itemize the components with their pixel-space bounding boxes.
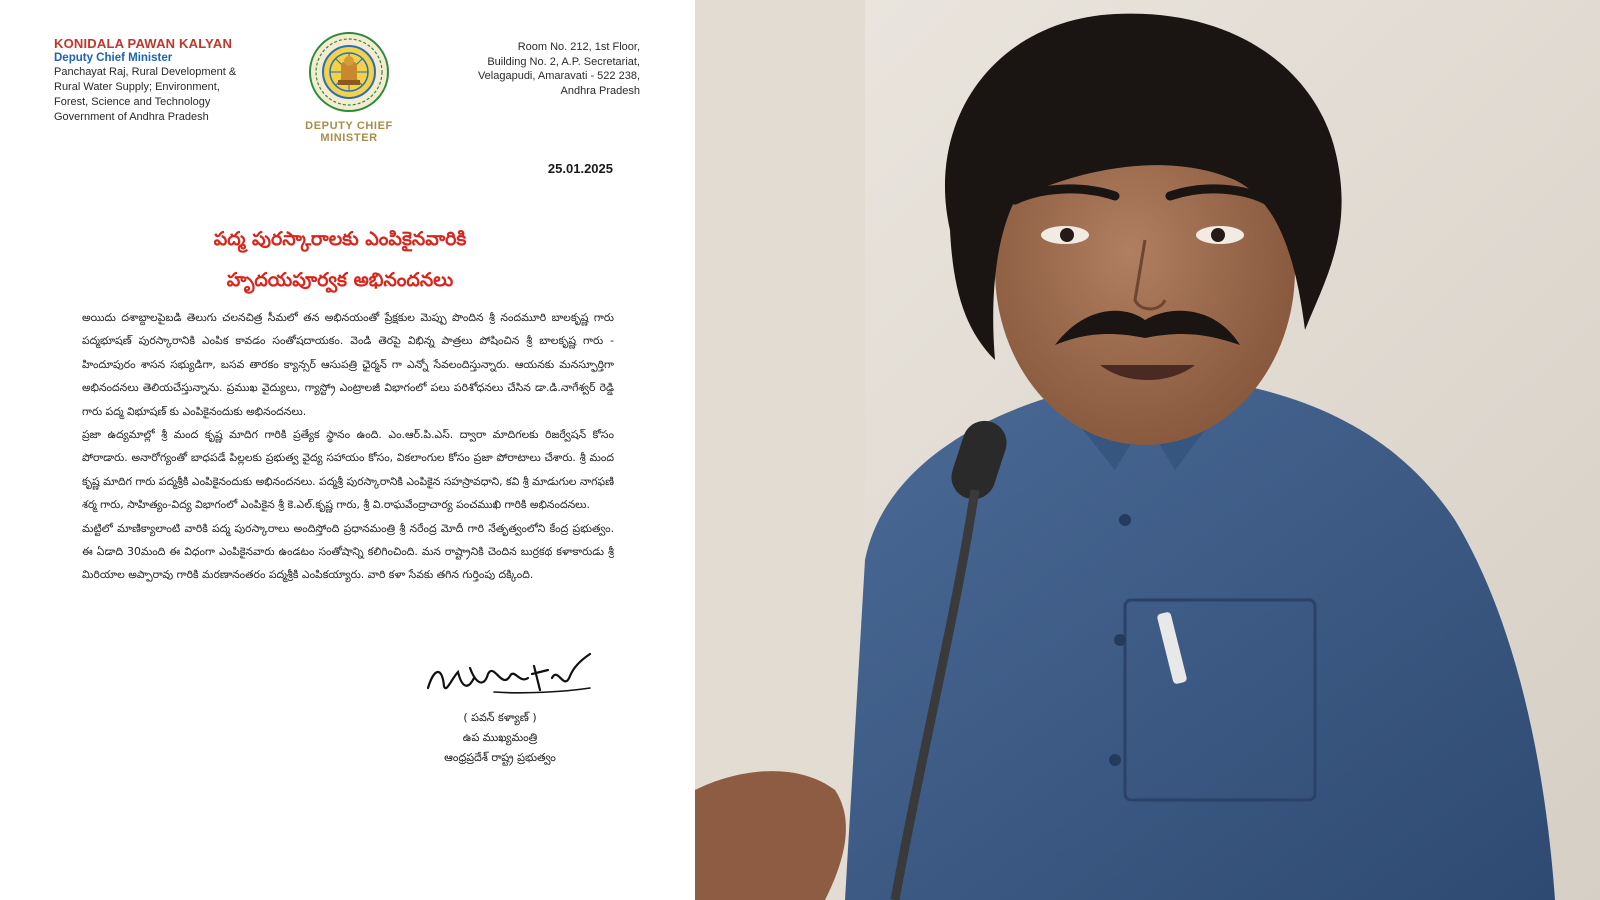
heading-line-1: పద్మ పురస్కారాలకు ఎంపికైనవారికి <box>213 228 467 250</box>
signatory-government: ఆంధ్రప్రదేశ్ రాష్ట్ర ప్రభుత్వం <box>444 751 556 764</box>
signature <box>424 648 594 708</box>
speaker-photo <box>695 0 1600 900</box>
signatory-name: ( పవన్ కళ్యాణ్ ) <box>463 711 537 724</box>
body-paragraph: ప్రజా ఉద్యమాల్లో శ్రీ మంద కృష్ణ మాదిగ గారికి ప్రత్యేక స్థానం ఉంది. ఎం.ఆర్.పి.ఎస్. ద్వారా మాదిగలకు రిజర్వేషన్ కోసం పోరాడారు. అనారోగ్యంతో బాధపడే పిల్లలకు ప్రభుత్వ వైద్య సహాయం కోసం, వికలాంగుల కోసం ప్రజా పోరాటాలు చేశారు. శ్రీ మంద కృష్ణ మాదిగ గారు పద్మశ్రీకి ఎంపికైనందుకు అభినందనలు. పద్మశ్రీ పురస్కారానికి ఎంపికైన సహస్రావధాని, కవి శ్రీ మాడుగుల నాగఫణి శర్మ గారు, సాహిత్యం-విద్య విభాగంలో ఎంపికైన శ్రీ కె.ఎల్.కృష్ణ గారు, శ్రీ వి.రాఘవేంద్రాచార్య పంచముఖి గారికి అభినందనలు. <box>82 428 614 512</box>
body-paragraph: అయిదు దశాబ్దాలపైబడి తెలుగు చలనచిత్ర సీమలో తన అభినయంతో ప్రేక్షకుల మెప్పు పొందిన శ్రీ నందమూరి బాలకృష్ణ గారు పద్మభూషణ్ పురస్కారానికి ఎంపిక కావడం సంతోషదాయకం. వెండి తెరపై విభిన్న పాత్రలు పోషించిన శ్రీ బాలకృష్ణ గారు - హిందూపురం శాసన సభ్యుడిగా, బసవ తారకం క్యాన్సర్ ఆసుపత్రి ఛైర్మన్ గా ఎన్నో సేవలందిస్తున్నారు. ఆయనకు మనస్ఫూర్తిగా అభినందనలు తెలియచేస్తున్నాను. ప్రముఖ వైద్యులు, గ్యాస్ట్రో ఎంట్రాలజీ విభాగంలో పలు పరిశోధనలు చేసిన డా.డి.నాగేశ్వర్ రెడ్డి గారు పద్మ విభూషణ్ కు ఎంపికైనందుకు అభినందనలు. <box>82 311 614 418</box>
sender-department: Panchayat Raj, Rural Development & Rural Water Supply; Environment, Forest, Science and Technology Government of Andhra Pradesh <box>54 66 237 123</box>
handwritten-signature-icon <box>424 648 594 704</box>
letter-date: 25.01.2025 <box>547 161 613 176</box>
letter-body <box>82 306 614 587</box>
sender-title: Deputy Chief Minister <box>54 52 173 64</box>
andhra-pradesh-emblem-icon <box>308 28 390 116</box>
office-address: Room No. 212, 1st Floor, Building No. 2, A.P. Secretariat, Velagapudi, Amaravati - 522 238, Andhra Pradesh <box>477 41 640 97</box>
sender-block <box>54 36 269 125</box>
signatory-block <box>400 708 600 768</box>
press-release-letter <box>0 0 695 900</box>
body-paragraph: మట్టిలో మాణిక్యాలాంటి వారికి పద్మ పురస్కారాలు అందిస్తోంది ప్రధానమంత్రి శ్రీ నరేంద్ర మోదీ గారి నేతృత్వంలోని కేంద్ర ప్రభుత్వం. ఈ ఏడాది 30మంది ఈ విధంగా ఎంపికైనవారు ఉండటం సంతోషాన్ని కలిగించింది. మన రాష్ట్రానికి చెందిన బుర్రకథ కళాకారుడు శ్రీ మిరియాల అప్పారావు గారికి మరణానంతరం పద్మశ్రీకి ఎంపికయ్యారు. వారి కళా సేవకు తగిన గుర్తింపు దక్కింది. <box>82 521 614 582</box>
signatory-designation: ఉప ముఖ్యమంత్రి <box>462 731 538 744</box>
sender-name: KONIDALA PAWAN KALYAN <box>54 36 233 51</box>
heading-line-2: హృదయపూర్వక అభినందనలు <box>226 269 454 291</box>
emblem-caption: DEPUTY CHIEF MINISTER <box>305 120 393 144</box>
hand <box>695 771 846 900</box>
speaker-portrait <box>695 0 1600 900</box>
emblem <box>276 28 422 144</box>
